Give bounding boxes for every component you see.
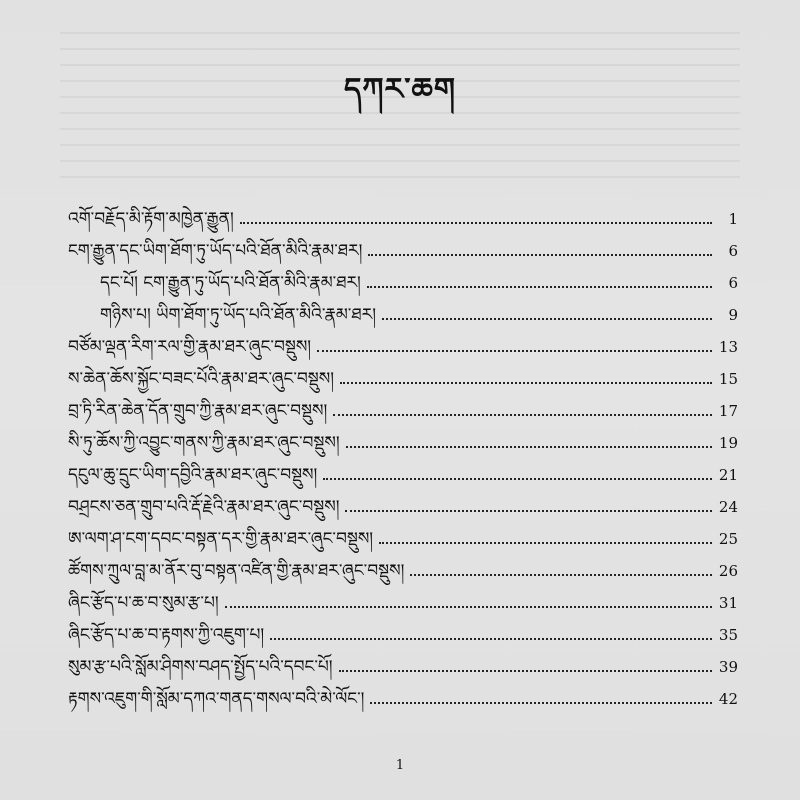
toc-dot-leader: [345, 509, 712, 512]
toc-entry-title: སུམ་རྩ་པའི་སློམ་ཤིགས་བཤད་སྤྱོད་པའི་དབང་པོ།: [68, 657, 333, 677]
toc-dot-leader: [240, 221, 712, 224]
toc-entry-page: 15: [718, 370, 738, 388]
toc-entry[interactable]: [68, 357, 738, 389]
toc-entry-page: 9: [728, 306, 738, 324]
toc-entry[interactable]: [68, 261, 738, 293]
toc-dot-leader: [339, 669, 712, 672]
toc-entry[interactable]: [68, 645, 738, 677]
toc-entry-title: དང་པོ། ངག་རྒྱུན་ཏུ་ཡོད་པའི་ཐོན་མིའི་རྣམ་ཐར།: [100, 273, 361, 293]
toc-entry-title: བྲ་ཏི་རིན་ཆེན་དོན་གྲུབ་ཀྱི་རྣམ་ཐར་ཞུང་བསྡུས།: [68, 401, 328, 421]
show-through-line: [60, 160, 740, 162]
toc-entry-title: ས་ཆེན་ཆོས་སྐྱོང་བཟང་པོའི་རྣམ་ཐར་ཞུང་བསྡུས།: [68, 369, 334, 389]
toc-entry-page: 42: [718, 690, 738, 708]
toc-entry[interactable]: [68, 485, 738, 517]
toc-dot-leader: [270, 637, 712, 640]
toc-entry-title: རྟགས་འཇུག་གི་སློམ་དཀའ་གནད་གསལ་བའི་མེ་ལོང་།: [68, 689, 365, 709]
page-number: 1: [395, 758, 405, 773]
toc-entry[interactable]: [68, 421, 738, 453]
toc-dot-leader: [346, 445, 712, 448]
toc-entry[interactable]: [68, 325, 738, 357]
toc-entry-page: 39: [718, 658, 738, 676]
toc-entry-title: ཨ་ལག་ཤ་ངག་དབང་བསྟན་དར་གྱི་རྣམ་ཐར་ཞུང་བསྡུས།: [68, 529, 374, 549]
toc-entry-title: གཉིས་པ། ཡིག་ཐོག་ཏུ་ཡོད་པའི་ཐོན་མིའི་རྣམ་ཐར།: [100, 305, 377, 325]
toc-dot-leader: [323, 477, 712, 480]
table-of-contents: [68, 197, 738, 709]
toc-entry-page: 31: [718, 594, 738, 612]
toc-entry-title: ངག་རྒྱུན་དང་ཡིག་ཐོག་ཏུ་ཡོད་པའི་ཐོན་མིའི་རྣམ་ཐར།: [68, 241, 363, 261]
toc-entry[interactable]: [68, 389, 738, 421]
toc-entry[interactable]: [68, 613, 738, 645]
toc-dot-leader: [370, 701, 712, 704]
toc-dot-leader: [225, 605, 712, 608]
toc-dot-leader: [367, 285, 712, 288]
toc-entry-page: 19: [718, 434, 738, 452]
show-through-line: [60, 32, 740, 34]
toc-entry-title: ཞིང་རྩོད་པ་ཆ་བ་སུམ་རྩ་པ།: [68, 593, 219, 613]
toc-entry-title: འགོ་བརྗོད་མི་རྟོག་མཁྱེན་རྒྱུན།: [68, 209, 234, 229]
toc-entry[interactable]: [68, 453, 738, 485]
toc-dot-leader: [410, 573, 712, 576]
toc-entry-page: 13: [718, 338, 738, 356]
toc-entry[interactable]: [68, 197, 738, 229]
toc-dot-leader: [379, 541, 712, 544]
toc-entry-page: 6: [728, 274, 738, 292]
toc-entry-page: 6: [728, 242, 738, 260]
toc-entry-page: 35: [718, 626, 738, 644]
toc-entry-page: 21: [718, 466, 738, 484]
toc-entry[interactable]: [68, 581, 738, 613]
toc-entry-title: ཚོགས་ཀྲུལ་བླ་མ་ནོར་བུ་བསྟན་འཛིན་གྱི་རྣམ་ཐར་ཞུང་བསྡུས།: [68, 561, 405, 581]
toc-entry-title: དངུལ་ཆུ་དྲུང་ཡིག་དབྱིའི་རྣམ་ཐར་ཞུང་བསྡུས།: [68, 465, 318, 485]
show-through-line: [60, 144, 740, 146]
toc-dot-leader: [317, 349, 712, 352]
toc-entry-title: སི་ཏུ་ཆོས་ཀྱི་འབྱུང་གནས་ཀྱི་རྣམ་ཐར་ཞུང་བསྡུས།: [68, 433, 340, 453]
toc-entry[interactable]: [68, 549, 738, 581]
toc-dot-leader: [333, 413, 712, 416]
toc-entry[interactable]: [68, 677, 738, 709]
show-through-line: [60, 176, 740, 178]
toc-entry-title: བཤྲངས་ཅན་གྲུབ་པའི་རྡོ་རྗེའི་རྣམ་ཐར་ཞུང་བསྡུས།: [68, 497, 340, 517]
toc-entry[interactable]: [68, 229, 738, 261]
toc-entry[interactable]: [68, 293, 738, 325]
toc-entry-page: 17: [718, 402, 738, 420]
page-title: དཀར་ཆག: [344, 72, 456, 107]
toc-dot-leader: [340, 381, 712, 384]
toc-entry-page: 1: [728, 210, 738, 228]
toc-entry-page: 25: [718, 530, 738, 548]
toc-dot-leader: [382, 317, 712, 320]
toc-dot-leader: [368, 253, 712, 256]
toc-entry-page: 26: [718, 562, 738, 580]
show-through-line: [60, 48, 740, 50]
toc-entry-title: བཙོམ་ལྡན་རིག་རལ་གྱི་རྣམ་ཐར་ཞུང་བསྡུས།: [68, 337, 312, 357]
toc-entry-page: 24: [718, 498, 738, 516]
toc-entry-title: ཞིང་རྩོད་པ་ཆ་བ་རྟགས་ཀྱི་འཇུག་པ།: [68, 625, 265, 645]
toc-entry[interactable]: [68, 517, 738, 549]
